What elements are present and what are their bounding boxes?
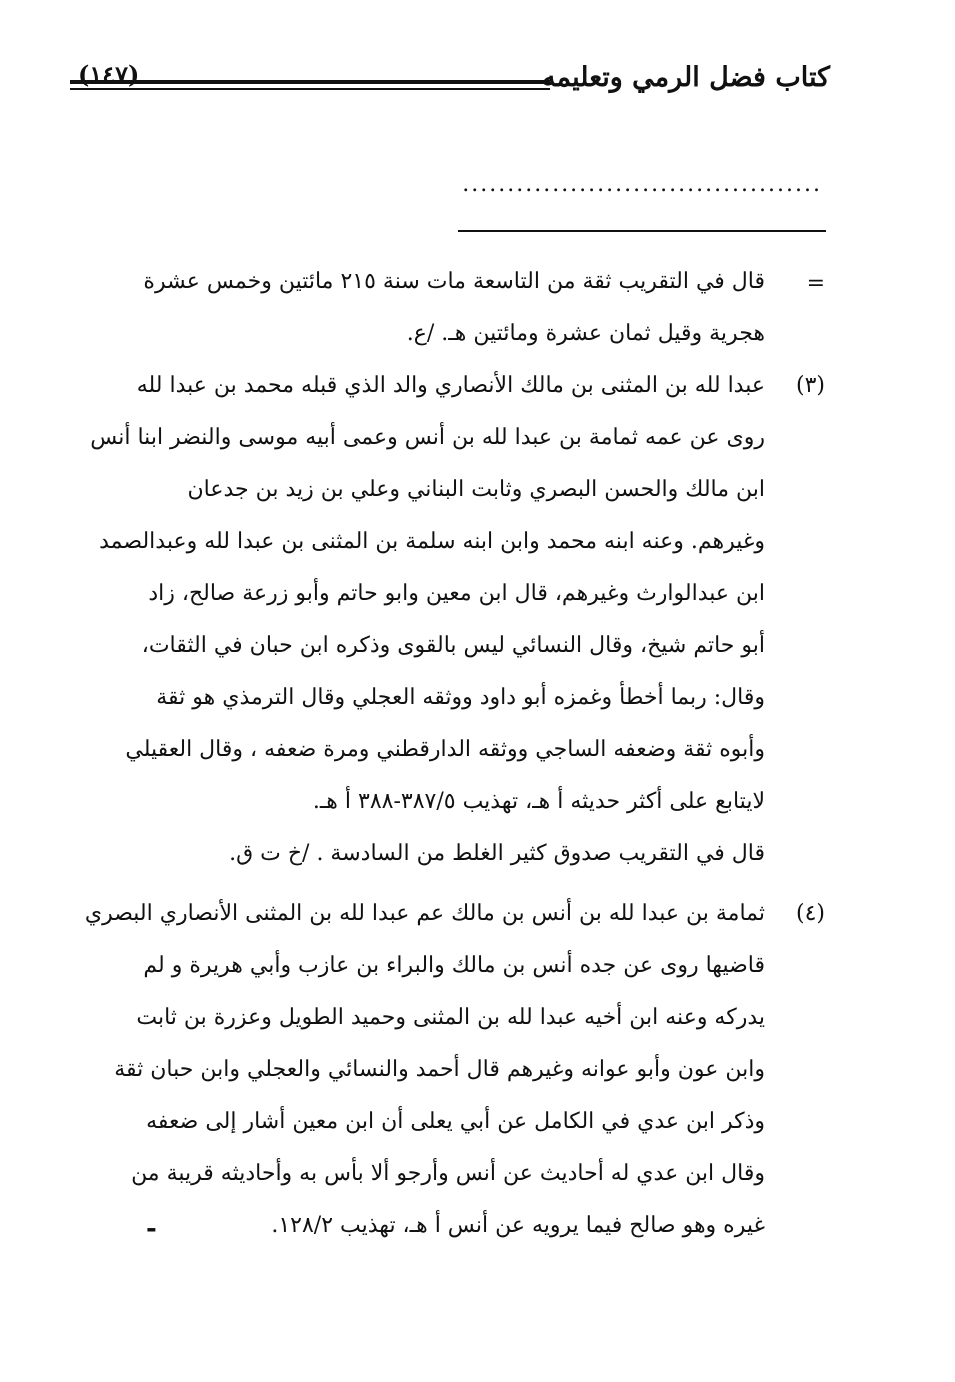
note-3	[85, 360, 765, 880]
note-line: هجرية وقيل ثمان عشرة ومائتين هـ. /ع.	[406, 321, 765, 346]
note-line: أبو حاتم شيخ، وقال النسائي ليس بالقوى وذكره ابن حبان في الثقات،	[141, 633, 765, 658]
note-line: ابن مالك والحسن البصري وثابت البناني وعلي بن زيد بن جدعان	[187, 477, 765, 502]
continuation-mark: =	[806, 271, 825, 296]
note-4-marker: (٤)	[795, 901, 825, 926]
note-3-marker: (٣)	[795, 373, 825, 398]
note-line: لايتابع على أكثر حديثه أ هـ، تهذيب ٣٨٧/٥-٣٨٨ أ هـ.	[312, 789, 765, 814]
note-line: ابن عبدالوارث وغيرهم، قال ابن معين وابو حاتم وأبو زرعة صالح، زاد	[148, 581, 765, 606]
note-line: وابن عون وأبو عوانه وغيرهم قال أحمد والنسائي والعجلي وابن حبان ثقة	[114, 1057, 765, 1082]
end-mark: -	[146, 1214, 157, 1244]
footnote-rule	[458, 230, 826, 232]
note-line: روى عن عمه ثمامة بن عبدا لله بن أنس وعمى أبيه موسى والنضر ابنا أنس	[90, 425, 765, 450]
note-line: قال في التقريب صدوق كثير الغلط من السادسة . /خ ت ق.	[229, 841, 765, 866]
dotted-separator: ........................................	[462, 172, 822, 197]
note-line: وقال ابن عدي له أحاديث عن أنس وأرجو ألا بأس به وأحاديثه قريبة من	[131, 1161, 765, 1186]
note-line: وقال: ربما أخطأ وغمزه أبو داود ووثقه العجلي وقال الترمذي هو ثقة	[156, 685, 765, 710]
page-number: (١٤٧)	[78, 60, 140, 89]
note-line: قال في التقريب ثقة من التاسعة مات سنة ٢١٥ مائتين وخمس عشرة	[143, 269, 765, 294]
note-line: وغيرهم. وعنه ابنه محمد وابن ابنه سلمة بن المثنى بن عبدا لله وعبدالصمد	[99, 529, 765, 554]
note-line: غيره وهو صالح فيما يرويه عن أنس أ هـ، تهذيب ١٢٨/٢.	[271, 1213, 765, 1238]
header-rule-thin	[70, 88, 550, 90]
note-line: ثمامة بن عبدا لله بن أنس بن مالك عم عبدا لله بن المثنى الأنصاري البصري	[84, 901, 765, 926]
page-header	[70, 58, 830, 106]
note-line: قاضيها روى عن جده أنس بن مالك والبراء بن عازب وأبي هريرة و لم	[143, 953, 765, 978]
book-title: كتاب فضل الرمي وتعليمه	[542, 62, 830, 93]
note-line: وذكر ابن عدي في الكامل عن أبي يعلى أن ابن معين أشار إلى ضعفه	[146, 1109, 765, 1134]
note-line: يدركه وعنه ابن أخيه عبدا لله بن المثنى وحميد الطويل وعزرة بن ثابت	[136, 1005, 765, 1030]
header-rule-thick	[70, 80, 550, 84]
note-line: وأبوه ثقة وضعفه الساجي ووثقه الدارقطني ومرة ضعفه ، وقال العقيلي	[125, 737, 765, 762]
note-4	[85, 888, 765, 1252]
note-line: عبدا لله بن المثنى بن مالك الأنصاري والد الذي قبله محمد بن عبدا لله	[136, 373, 765, 398]
continuation-note	[85, 256, 765, 360]
